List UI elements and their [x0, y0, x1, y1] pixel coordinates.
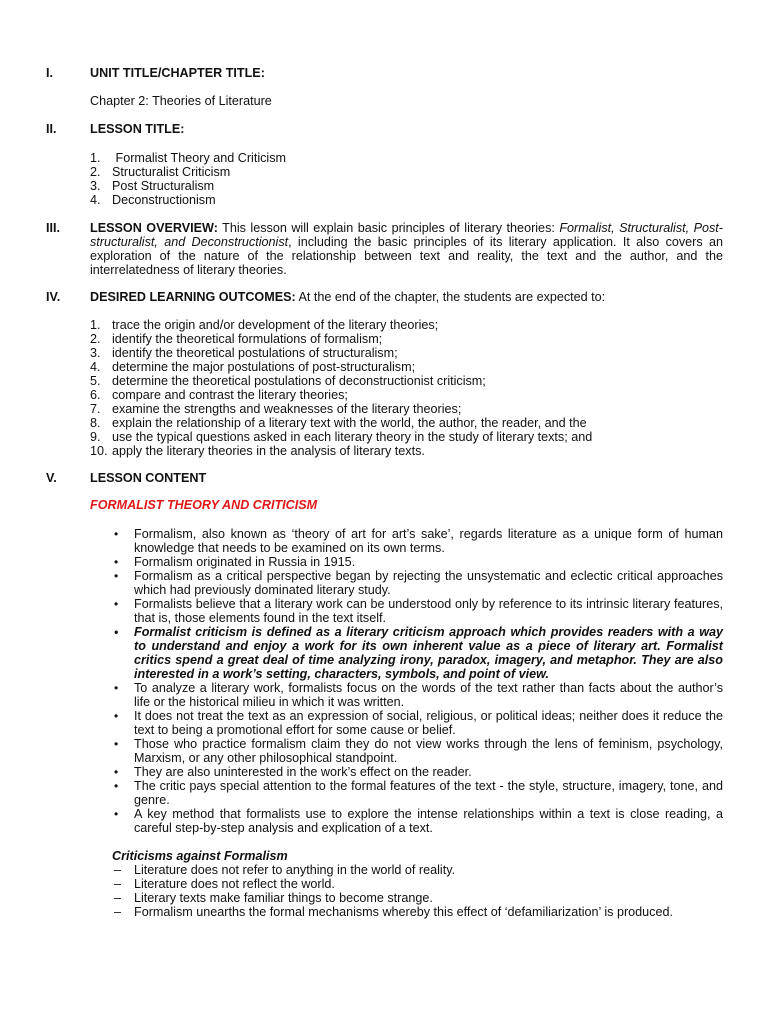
outcomes-intro: DESIRED LEARNING OUTCOMES: At the end of the chapter, the students are expected to: — [90, 290, 606, 304]
list-item: 2. identify the theoretical formulations of formalism; — [90, 332, 383, 346]
list-item: – Literature does not refer to anything in the world of reality. — [114, 863, 456, 877]
bullet-icon: • — [114, 597, 119, 611]
overview-paragraph: LESSON OVERVIEW: This lesson will explain basic principles of literary theories: Formalist, Structuralist, Post-structuralist, and Deconstructionist, including the basic principles of its literary application. It also covers an exploration of the nature of the relationship between text and reality, the text and the author, and the interrelatedness of literary theories. — [90, 221, 723, 277]
list-item: 4. determine the major postulations of post-structuralism; — [90, 360, 416, 374]
bullet-icon: • — [114, 527, 119, 541]
list-item: – Formalism unearths the formal mechanisms whereby this effect of ‘defamiliarization’ is produced. — [114, 905, 673, 919]
list-item: 1. trace the origin and/or development of the literary theories; — [90, 318, 439, 332]
section-lesson-overview — [46, 221, 723, 277]
lesson-content-heading: LESSON CONTENT — [90, 471, 207, 485]
chapter-title: Chapter 2: Theories of Literature — [90, 94, 272, 108]
list-item: 8. explain the relationship of a literary text with the world, the author, the reader, and the — [90, 416, 587, 430]
list-item: • They are also uninterested in the work’s effect on the reader. — [114, 765, 472, 779]
bullet-icon: • — [114, 807, 119, 821]
dash-icon: – — [114, 877, 122, 891]
lesson-title-list — [90, 151, 723, 207]
list-item: 10. apply the literary theories in the analysis of literary texts. — [90, 444, 425, 458]
list-item: 1. Formalist Theory and Criticism — [90, 151, 287, 165]
section-unit-title — [46, 66, 723, 108]
formalist-subheading: FORMALIST THEORY AND CRITICISM — [90, 498, 318, 512]
bullet-icon: • — [114, 737, 119, 751]
dash-icon: – — [114, 905, 122, 919]
list-item: • A key method that formalists use to explore the intense relationships within a text is close reading, a careful step-by-step analysis and explication of a text. — [114, 807, 723, 835]
bullet-icon: • — [114, 569, 119, 583]
bullet-icon: • — [114, 709, 119, 723]
formalism-bullet-list — [112, 527, 723, 835]
dash-icon: – — [114, 863, 122, 877]
section-numeral: V. — [46, 471, 57, 485]
outcomes-heading: DESIRED LEARNING OUTCOMES: — [90, 290, 296, 304]
list-item: 2. Structuralist Criticism — [90, 165, 231, 179]
list-item: • Formalism originated in Russia in 1915. — [114, 555, 356, 569]
list-item: 3. Post Structuralism — [90, 179, 215, 193]
bullet-icon: • — [114, 555, 119, 569]
unit-title-heading: UNIT TITLE/CHAPTER TITLE: — [90, 66, 265, 80]
bullet-icon: • — [114, 779, 119, 793]
list-item: • Those who practice formalism claim they do not view works through the lens of feminism, psychology, Marxism, or any other philosophical standpoint. — [114, 737, 723, 765]
bullet-icon: • — [114, 765, 119, 779]
bullet-icon: • — [114, 681, 119, 695]
dash-icon: – — [114, 891, 122, 905]
list-item: 3. identify the theoretical postulations of structuralism; — [90, 346, 398, 360]
section-lesson-content — [46, 471, 723, 919]
section-numeral: I. — [46, 66, 53, 80]
list-item: • Formalism as a critical perspective began by rejecting the unsystematic and eclectic critical approaches which had previously dominated literary study. — [114, 569, 723, 597]
bullet-icon: • — [114, 625, 119, 639]
list-item: 4. Deconstructionism — [90, 193, 216, 207]
list-item: • Formalism, also known as ‘theory of art for art’s sake’, regards literature as a unique form of human knowledge that needs to be examined on its own terms. — [114, 527, 723, 555]
list-item: 9. use the typical questions asked in each literary theory in the study of literary texts; and — [90, 430, 593, 444]
list-item: – Literature does not reflect the world. — [114, 877, 335, 891]
list-item: – Literary texts make familiar things to become strange. — [114, 891, 433, 905]
list-item: • To analyze a literary work, formalists focus on the words of the text rather than facts about the author’s life or the historical milieu in which it was written. — [114, 681, 723, 709]
section-numeral: IV. — [46, 290, 61, 304]
criticisms-heading: Criticisms against Formalism — [112, 849, 288, 863]
formalism-bullets-block — [112, 527, 723, 919]
outcomes-list — [90, 318, 723, 458]
list-item: • The critic pays special attention to the formal features of the text - the style, structure, imagery, tone, and genre. — [114, 779, 723, 807]
list-item: 5. determine the theoretical postulations of deconstructionist criticism; — [90, 374, 486, 388]
section-lesson-title — [46, 122, 723, 207]
section-learning-outcomes — [46, 290, 723, 458]
criticisms-list — [112, 863, 723, 919]
section-numeral: II. — [46, 122, 57, 136]
list-item: • Formalist criticism is defined as a literary criticism approach which provides readers with a way to understand and enjoy a work for its own inherent value as a piece of literary art. Formalist critics spend a great deal of time analyzing irony, paradox, imagery, and metaphor. They are also interested in a work’s setting, characters, symbols, and point of view. — [114, 625, 723, 681]
list-item: 6. compare and contrast the literary theories; — [90, 388, 348, 402]
lesson-title-heading: LESSON TITLE: — [90, 122, 185, 136]
section-numeral: III. — [46, 221, 60, 235]
list-item: 7. examine the strengths and weaknesses of the literary theories; — [90, 402, 462, 416]
list-item: • It does not treat the text as an expression of social, religious, or political ideas; neither does it reduce the text to being a promotional effort for some cause or belief. — [114, 709, 723, 737]
list-item: • Formalists believe that a literary work can be understood only by reference to its intrinsic literary features, that is, those elements found in the text itself. — [114, 597, 723, 625]
overview-heading: LESSON OVERVIEW: — [90, 221, 218, 235]
